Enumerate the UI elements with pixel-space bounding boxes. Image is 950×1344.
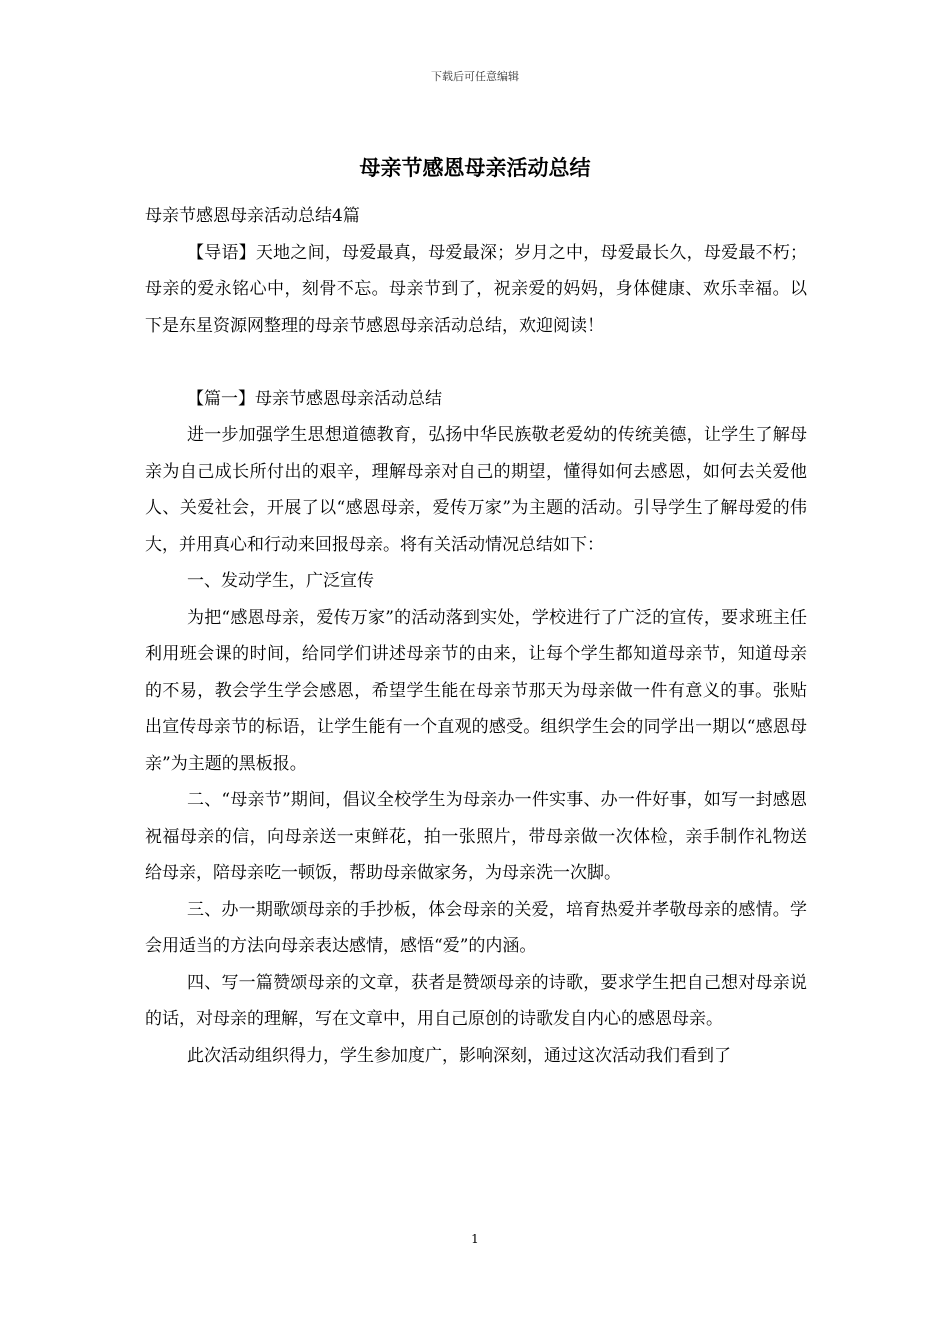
intro-paragraph: 【导语】天地之间，母爱最真，母爱最深；岁月之中，母爱最长久，母爱最不朽；母亲的爱永铭心中，刻骨不忘。母亲节到了，祝亲爱的妈妈，身体健康、欢乐幸福。以下是东星资源网整理的母亲节感恩母亲活动总结，欢迎阅读！ xyxy=(145,242,807,336)
body-paragraph: 此次活动组织得力，学生参加度广，影响深刻，通过这次活动我们看到了 xyxy=(187,1045,731,1066)
blank-line xyxy=(145,344,807,381)
header-note: 下载后可任意编辑 xyxy=(431,70,519,83)
page-number: 1 xyxy=(471,1232,479,1246)
section-heading: 【篇一】母亲节感恩母亲活动总结 xyxy=(187,388,442,409)
list-item-3: 三、办一期歌颂母亲的手抄板，体会母亲的关爱，培育热爱并孝敬母亲的感情。学会用适当的方法向母亲表达感情，感悟“爱”的内涵。 xyxy=(145,899,807,956)
subtitle-paragraph: 母亲节感恩母亲活动总结4篇 xyxy=(145,206,360,226)
list-item-4: 四、写一篇赞颂母亲的文章，获者是赞颂母亲的诗歌，要求学生把自己想对母亲说的话，对母亲的理解，写在文章中，用自己原创的诗歌发自内心的感恩母亲。 xyxy=(145,972,807,1029)
list-heading-1: 一、发动学生，广泛宣传 xyxy=(187,571,374,591)
document-title: 母亲节感恩母亲活动总结 xyxy=(359,155,591,180)
body-paragraph: 为把“感恩母亲，爱传万家”的活动落到实处，学校进行了广泛的宣传，要求班主任利用班会课的时间，给同学们讲述母亲节的由来，让每个学生都知道母亲节，知道母亲的不易，教会学生学会感恩，希望学生能在母亲节那天为母亲做一件有意义的事。张贴出宣传母亲节的标语，让学生能有一个直观的感受。组织学生会的同学出一期以“感恩母亲”为主题的黑板报。 xyxy=(145,607,807,774)
body-paragraph: 进一步加强学生思想道德教育，弘扬中华民族敬老爱幼的传统美德，让学生了解母亲为自己成长所付出的艰辛，理解母亲对自己的期望，懂得如何去感恩，如何去关爱他人、关爱社会，开展了以“感恩母亲，爱传万家”为主题的活动。引导学生了解母爱的伟大，并用真心和行动来回报母亲。将有关活动情况总结如下： xyxy=(145,425,807,555)
document-body xyxy=(145,198,807,1074)
list-item-2: 二、“母亲节”期间，倡议全校学生为母亲办一件实事、办一件好事，如写一封感恩祝福母亲的信，向母亲送一束鲜花，拍一张照片，带母亲做一次体检，亲手制作礼物送给母亲，陪母亲吃一顿饭，帮助母亲做家务，为母亲洗一次脚。 xyxy=(145,790,807,883)
